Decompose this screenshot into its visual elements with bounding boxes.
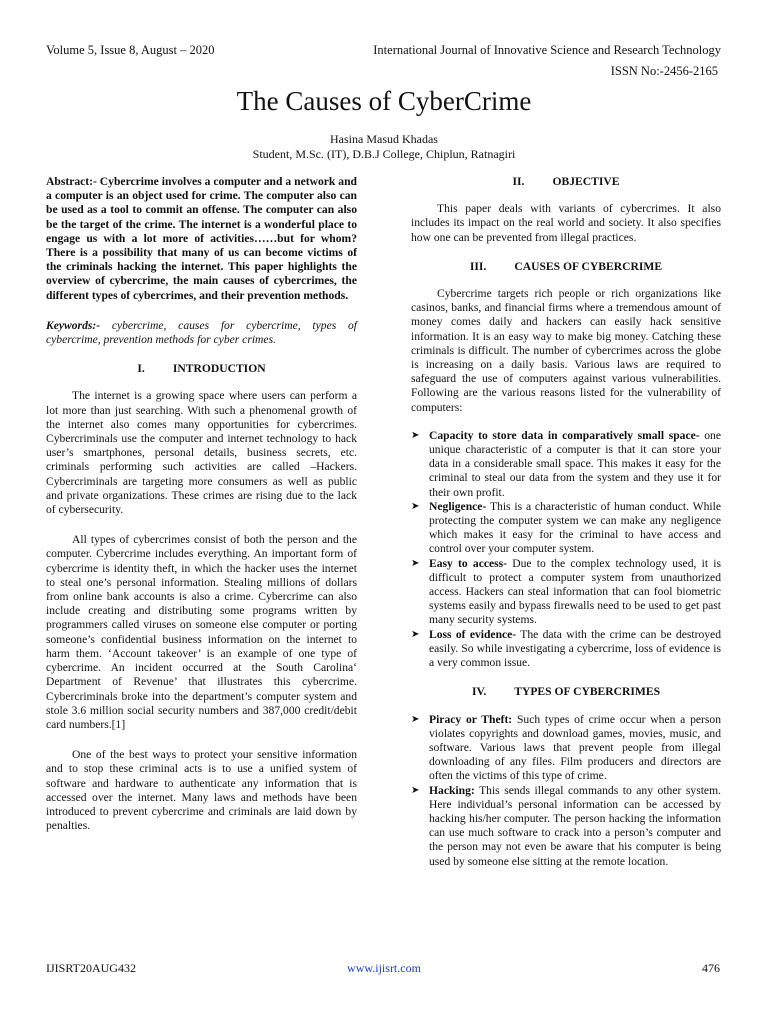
journal-website-link[interactable]: www.ijisrt.com (347, 961, 421, 975)
section-heading-introduction (46, 362, 357, 376)
section-heading-types (411, 685, 721, 699)
arrow-bullet-icon: ➤ (411, 500, 420, 512)
objective-paragraph: This paper deals with variants of cybercrimes. It also includes its impact on the real world and society. It also specifies how one can be prevented from illegal practices. (411, 202, 721, 244)
keywords-label: Keywords:- (46, 318, 101, 332)
list-item-text: Due to the complex technology used, it is difficult to protect a computer system from unauthorized access. Hackers can steal information that can fool biometric systems easily and bypass firewalls need to be used to get past many security systems. (429, 556, 721, 627)
abstract: Abstract:- Cybercrime involves a computer and a network and a computer is an object used for crime. The computer also can be used as a tool to commit an offense. The computer can also be the target of the crime. The internet is a wonderful place to engage us with a lot more of activities……but for whom? There is a possibility that many of us can become victims of the criminals hacking the internet. This paper highlights the overview of cybercrime, the main causes of cybercrimes, the different types of cybercrimes, and their prevention methods. (46, 175, 357, 302)
list-item-text: This sends illegal commands to any other system. Here individual’s personal information can be accessed by hacking his/her computer. The person hacking the information can use much software to crack into a person’s computer and the person may not even be aware that his computer is being used by someone else sitting at the remote location. (429, 783, 721, 868)
types-list (411, 713, 721, 869)
author-name: Hasina Masud Khadas (330, 132, 438, 146)
list-item-term: Negligence- (429, 499, 487, 513)
list-item (411, 429, 721, 500)
list-item (411, 713, 721, 784)
list-item-text: one unique characteristic of a computer is that it can store your data in a considerable small space. This makes it easy for the criminal to steal our data from the system and they use it for their own profit. (429, 428, 721, 499)
list-item-text: Such types of crime occur when a person violates copyrights and download games, movies, music, and software. Various laws that prevent people from illegal downloading of any files. Film producers and directors are often the victims of this type of crime. (429, 712, 721, 783)
journal-name: International Journal of Innovative Science and Research Technology (373, 43, 721, 57)
author-affiliation: Student, M.Sc. (IT), D.B.J College, Chiplun, Ratnagiri (252, 147, 516, 161)
causes-paragraph: Cybercrime targets rich people or rich organizations like casinos, banks, and financial firms where a tremendous amount of money comes daily and hackers can easily hack sensitive information. It is an easy way to make big money. Catching these criminals is difficult. The number of cybercrimes across the globe is increasing on a daily basis. Various laws are required to safeguard the use of computers against various vulnerabilities. Following are the various reasons listed for the vulnerability of computers: (411, 287, 721, 414)
list-item-term: Hacking: (429, 783, 475, 797)
arrow-bullet-icon: ➤ (411, 784, 420, 796)
intro-paragraph-2: All types of cybercrimes consist of both the person and the computer. Cybercrime includes everything. An important form of cybercrime is identity theft, in which the hacker uses the internet to steal one’s personal information. Stealing millions of dollars from online bank accounts is also a crime. Cybercrime can also include creating and distributing some programs written by programmers called viruses on someone else computer or porting someone’s confidential business information on the internet to harm them. ‘Account takeover’ is an example of one type of cybercrime. An incident occurred at the South Carolina‘ Department of Revenue’ that illustrates this cybercrime. Cybercriminals broke into the department’s computer system and stole 3.6 million social security numbers and 387,000 credit/debit card numbers.[1] (46, 533, 357, 731)
section-title: OBJECTIVE (552, 175, 620, 188)
arrow-bullet-icon: ➤ (411, 713, 420, 725)
journal-volume: Volume 5, Issue 8, August – 2020 (46, 43, 215, 57)
page-number: 476 (702, 961, 720, 975)
left-column (46, 175, 357, 833)
right-column (411, 175, 721, 869)
arrow-bullet-icon: ➤ (411, 557, 420, 569)
causes-list (411, 429, 721, 670)
list-item-text: This is a characteristic of human conduct. While protecting the computer system we can make any negligence which makes it easy for the criminal to have access and control over your computer system. (429, 499, 721, 556)
list-item-term: Loss of evidence- (429, 627, 517, 641)
intro-paragraph-3: One of the best ways to protect your sensitive information and to stop these criminal acts is to use a unified system of software and hardware to authenticate any information that is accessed over the internet. Many laws and methods have been introduced to prevent cybercrime and criminals are laid down by penalties. (46, 748, 357, 833)
section-number: IV. (471, 685, 487, 699)
list-item (411, 628, 721, 671)
arrow-bullet-icon: ➤ (411, 429, 420, 441)
list-item (411, 784, 721, 869)
paper-title: The Causes of CyberCrime (236, 86, 532, 116)
section-heading-objective (411, 175, 721, 189)
section-number: III. (469, 259, 487, 273)
intro-paragraph-1: The internet is a growing space where users can perform a lot more than just searching. With such a phenomenal growth of the internet also comes many opportunities for cybercrimes. Cybercriminals use the computer and internet technology to hack user’s smartphones, personal details, business secrets, etc. criminals performing such activities are called –Hackers. Cybercriminals are targeting more consumers as well as public and private organizations. These crimes are rising due to the lack of cybersecurity. (46, 389, 357, 517)
list-item (411, 500, 721, 557)
section-number: II. (512, 175, 525, 188)
keywords-text: cybercrime, causes for cybercrime, types of cybercrime, prevention methods for cyber crimes. (46, 318, 357, 347)
list-item-term: Piracy or Theft: (429, 712, 513, 726)
section-heading-causes (411, 260, 721, 274)
arrow-bullet-icon: ➤ (411, 628, 420, 640)
list-item-term: Easy to access- (429, 556, 508, 570)
section-title: CAUSES OF CYBERCRIME (514, 259, 663, 273)
paper-id: IJISRT20AUG432 (46, 961, 136, 975)
issn-number: ISSN No:-2456-2165 (610, 64, 718, 78)
author-block (0, 132, 768, 162)
section-title: TYPES OF CYBERCRIMES (514, 685, 661, 699)
section-number: I. (137, 362, 145, 376)
list-item (411, 557, 721, 628)
list-item-text: The data with the crime can be destroyed easily. So while investigating a cybercrime, loss of evidence is a very common issue. (429, 627, 721, 670)
keywords (46, 319, 357, 347)
section-title: INTRODUCTION (172, 362, 266, 376)
list-item-term: Capacity to store data in comparatively small space- (429, 428, 700, 442)
